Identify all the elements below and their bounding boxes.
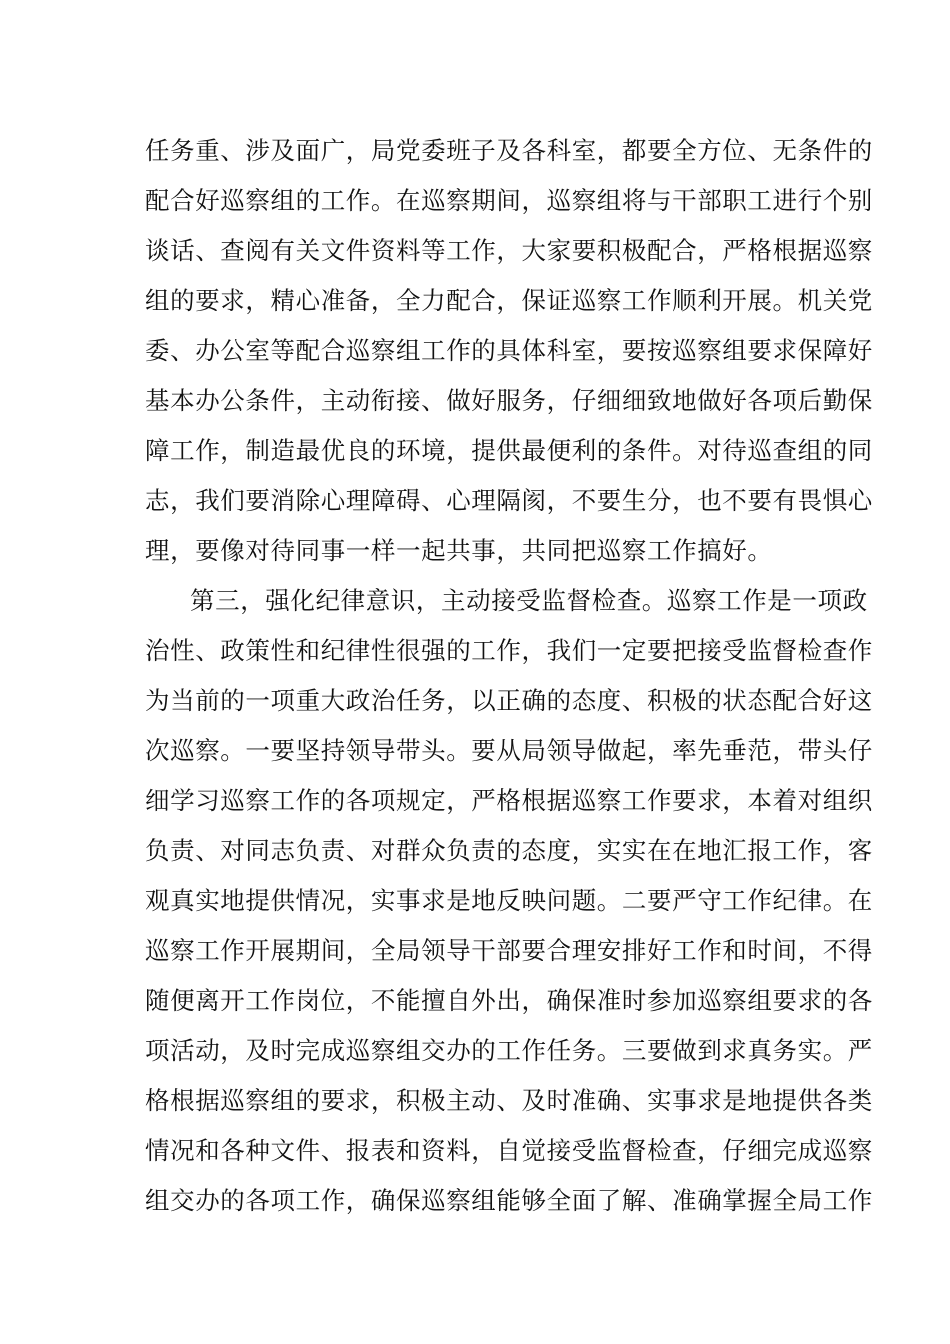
text-line: 细学习巡察工作的各项规定，严格根据巡察工作要求，本着对组织: [145, 786, 873, 815]
text-line: 负责、对同志负责、对群众负责的态度，实实在在地汇报工作，客: [145, 836, 873, 865]
text-line: 志，我们要消除心理障碍、心理隔阂，不要生分，也不要有畏惧心: [145, 486, 873, 515]
text-line: 配合好巡察组的工作。在巡察期间，巡察组将与干部职工进行个别: [145, 186, 873, 215]
text-line: 委、办公室等配合巡察组工作的具体科室，要按巡察组要求保障好: [145, 336, 873, 365]
text-line: 障工作，制造最优良的环境，提供最便利的条件。对待巡查组的同: [145, 436, 873, 465]
text-line: 随便离开工作岗位，不能擅自外出，确保准时参加巡察组要求的各: [145, 986, 873, 1015]
text-line: 格根据巡察组的要求，积极主动、及时准确、实事求是地提供各类: [145, 1086, 873, 1115]
text-line: 观真实地提供情况，实事求是地反映问题。二要严守工作纪律。在: [145, 886, 873, 915]
text-line: 组交办的各项工作，确保巡察组能够全面了解、准确掌握全局工作: [145, 1186, 873, 1215]
text-line: 情况和各种文件、报表和资料，自觉接受监督检查，仔细完成巡察: [145, 1136, 873, 1165]
paragraph-first-line: 第三，强化纪律意识，主动接受监督检查。巡察工作是一项政: [190, 586, 868, 615]
text-line: 次巡察。一要坚持领导带头。要从局领导做起，率先垂范，带头仔: [145, 736, 873, 765]
text-line: 巡察工作开展期间，全局领导干部要合理安排好工作和时间，不得: [145, 936, 873, 965]
text-line: 项活动，及时完成巡察组交办的工作任务。三要做到求真务实。严: [145, 1036, 873, 1065]
text-line: 理，要像对待同事一样一起共事，共同把巡察工作搞好。: [145, 536, 773, 565]
text-line: 组的要求，精心准备，全力配合，保证巡察工作顺利开展。机关党: [145, 286, 873, 315]
text-line: 谈话、查阅有关文件资料等工作，大家要积极配合，严格根据巡察: [145, 236, 873, 265]
text-line: 基本办公条件，主动衔接、做好服务，仔细细致地做好各项后勤保: [145, 386, 873, 415]
text-line: 为当前的一项重大政治任务，以正确的态度、积极的状态配合好这: [145, 686, 873, 715]
text-line: 任务重、涉及面广，局党委班子及各科室，都要全方位、无条件的: [145, 136, 873, 165]
text-line: 治性、政策性和纪律性很强的工作，我们一定要把接受监督检查作: [145, 636, 873, 665]
